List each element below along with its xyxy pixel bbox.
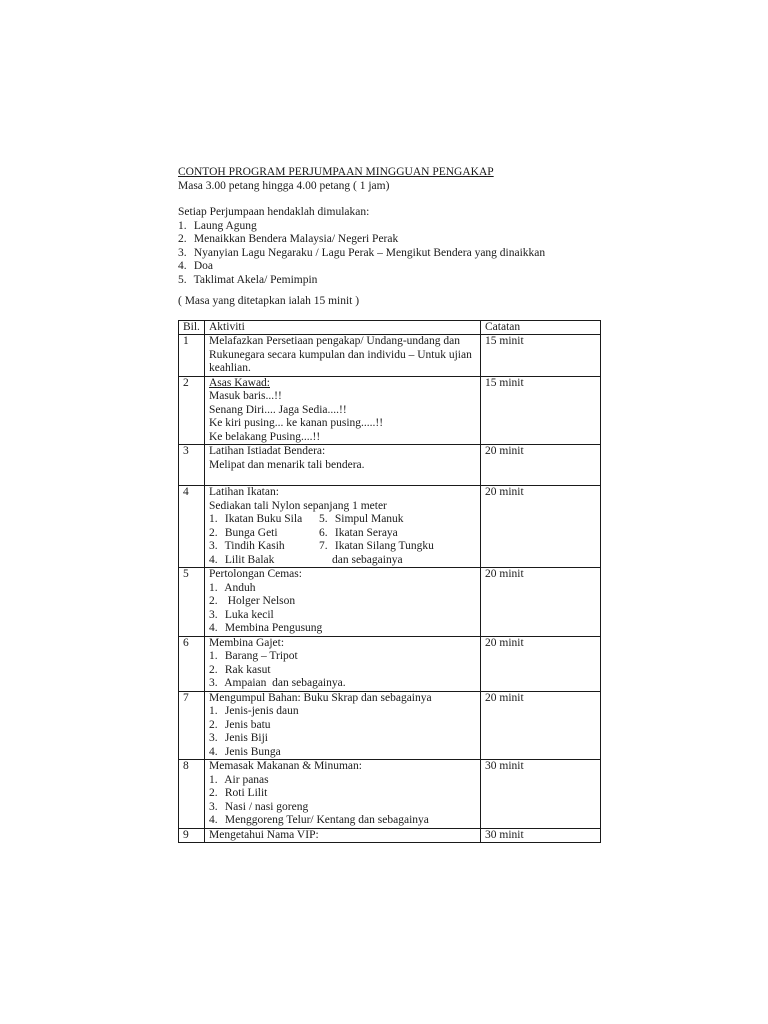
row-catatan: 15 minit: [481, 376, 601, 445]
table-row: [179, 760, 601, 829]
list-item: 2. Holger Nelson: [209, 595, 296, 607]
header-catatan: Catatan: [481, 320, 601, 335]
opening-item: 3. Nyanyian Lagu Negaraku / Lagu Perak – Mengikut Bendera yang dinaikkan: [178, 246, 546, 259]
list-item: 4. Membina Pengusung: [209, 622, 323, 634]
row-bil: 8: [179, 760, 205, 829]
meeting-time: Masa 3.00 petang hingga 4.00 petang ( 1 jam): [178, 179, 390, 192]
list-item: dan sebagainya: [332, 553, 403, 566]
list-item: 7. Ikatan Silang Tungku: [319, 540, 434, 552]
duration-note: ( Masa yang ditetapkan ialah 15 minit ): [178, 295, 360, 307]
opening-item: 2. Menaikkan Bendera Malaysia/ Negeri Perak: [178, 233, 399, 245]
list-item: 3. Nasi / nasi goreng: [209, 800, 309, 813]
list-item: 2. Rak kasut: [209, 663, 271, 676]
list-item: 2. Roti Lilit: [209, 787, 268, 799]
list-item: 3. Tindih Kasih: [209, 540, 285, 552]
table-row: [179, 828, 601, 843]
row-bil: 9: [179, 828, 205, 843]
row-aktiviti: Membina Gajet: 1. Barang – Tripot 2. Rak kasut 3. Ampaian dan sebagainya.: [205, 636, 481, 691]
document-title: CONTOH PROGRAM PERJUMPAAN MINGGUAN PENGAKAP: [178, 166, 494, 178]
row-catatan: 20 minit: [481, 568, 601, 637]
header-aktiviti: Aktiviti: [205, 320, 481, 335]
table-row: [179, 335, 601, 377]
list-item: 1. Anduh: [209, 581, 256, 594]
row-aktiviti: Mengetahui Nama VIP:: [205, 828, 481, 843]
row-aktiviti: Mengumpul Bahan: Buku Skrap dan sebagainya 1. Jenis-jenis daun 2. Jenis batu 3. Jenis Biji 4. Jenis Bunga: [205, 691, 481, 760]
header-bil: Bil.: [179, 320, 205, 335]
opening-list: [178, 220, 600, 288]
row-catatan: 30 minit: [481, 828, 601, 843]
row-catatan: 20 minit: [481, 691, 601, 760]
document: [178, 166, 600, 843]
list-item: 4. Menggoreng Telur/ Kentang dan sebagainya: [209, 814, 429, 826]
opening-item: 4. Doa: [178, 260, 214, 272]
row-aktiviti: Melafazkan Persetiaan pengakap/ Undang-undang dan Rukunegara secara kumpulan dan individu – Untuk ujian keahlian.: [205, 335, 481, 377]
list-item: 1. Jenis-jenis daun: [209, 705, 299, 717]
row-aktiviti: Asas Kawad: Masuk baris...!! Senang Diri.... Jaga Sedia....!! Ke kiri pusing... ke kanan pusing.....!! Ke belakang Pusing....!!: [205, 376, 481, 445]
list-item: 3. Luka kecil: [209, 608, 274, 621]
row-catatan: 20 minit: [481, 445, 601, 486]
row-bil: 4: [179, 486, 205, 568]
row-bil: 5: [179, 568, 205, 637]
row-aktiviti: Latihan Istiadat Bendera: Melipat dan menarik tali bendera.: [205, 445, 481, 486]
row-bil: 2: [179, 376, 205, 445]
intro-text: Setiap Perjumpaan hendaklah dimulakan:: [178, 206, 370, 218]
row-bil: 1: [179, 335, 205, 377]
opening-item: 1. Laung Agung: [178, 219, 257, 232]
row-bil: 6: [179, 636, 205, 691]
row-catatan: 30 minit: [481, 760, 601, 829]
table-row: [179, 568, 601, 637]
table-row: [179, 486, 601, 568]
list-item: 1. Ikatan Buku Sila: [209, 513, 303, 525]
program-table: [178, 320, 601, 844]
list-item: 5. Simpul Manuk: [319, 513, 404, 525]
spacer: [178, 193, 600, 206]
list-item: 4. Lilit Balak: [209, 553, 275, 566]
table-row: [179, 445, 601, 486]
list-item: 2. Bunga Geti: [209, 526, 278, 539]
row-aktiviti: Latihan Ikatan: Sediakan tali Nylon sepanjang 1 meter 1. Ikatan Buku Sila 2. Bunga Geti 3. Tindih Kasih 4. Lilit Balak 5. Simpul Manuk 6. Ikatan Seraya 7. Ikatan Silang Tungku dan sebagainya: [205, 486, 481, 568]
row-catatan: 15 minit: [481, 335, 601, 377]
row-aktiviti: Pertolongan Cemas: 1. Anduh 2. Holger Nelson 3. Luka kecil 4. Membina Pengusung: [205, 568, 481, 637]
knot-list: [209, 513, 476, 567]
list-item: 2. Jenis batu: [209, 718, 271, 731]
list-item: 3. Ampaian dan sebagainya.: [209, 677, 346, 689]
opening-item: 5. Taklimat Akela/ Pemimpin: [178, 273, 318, 286]
row-catatan: 20 minit: [481, 636, 601, 691]
row-bil: 3: [179, 445, 205, 486]
table-row: [179, 691, 601, 760]
list-item: 4. Jenis Bunga: [209, 745, 281, 758]
row-aktiviti: Memasak Makanan & Minuman: 1. Air panas 2. Roti Lilit 3. Nasi / nasi goreng 4. Menggoreng Telur/ Kentang dan sebagainya: [205, 760, 481, 829]
list-item: 6. Ikatan Seraya: [319, 526, 398, 539]
table-row: [179, 636, 601, 691]
list-item: 3. Jenis Biji: [209, 732, 269, 744]
row-bil: 7: [179, 691, 205, 760]
list-item: 1. Air panas: [209, 773, 269, 786]
row-catatan: 20 minit: [481, 486, 601, 568]
table-header-row: [179, 320, 601, 335]
list-item: 1. Barang – Tripot: [209, 650, 298, 662]
table-row: [179, 376, 601, 445]
